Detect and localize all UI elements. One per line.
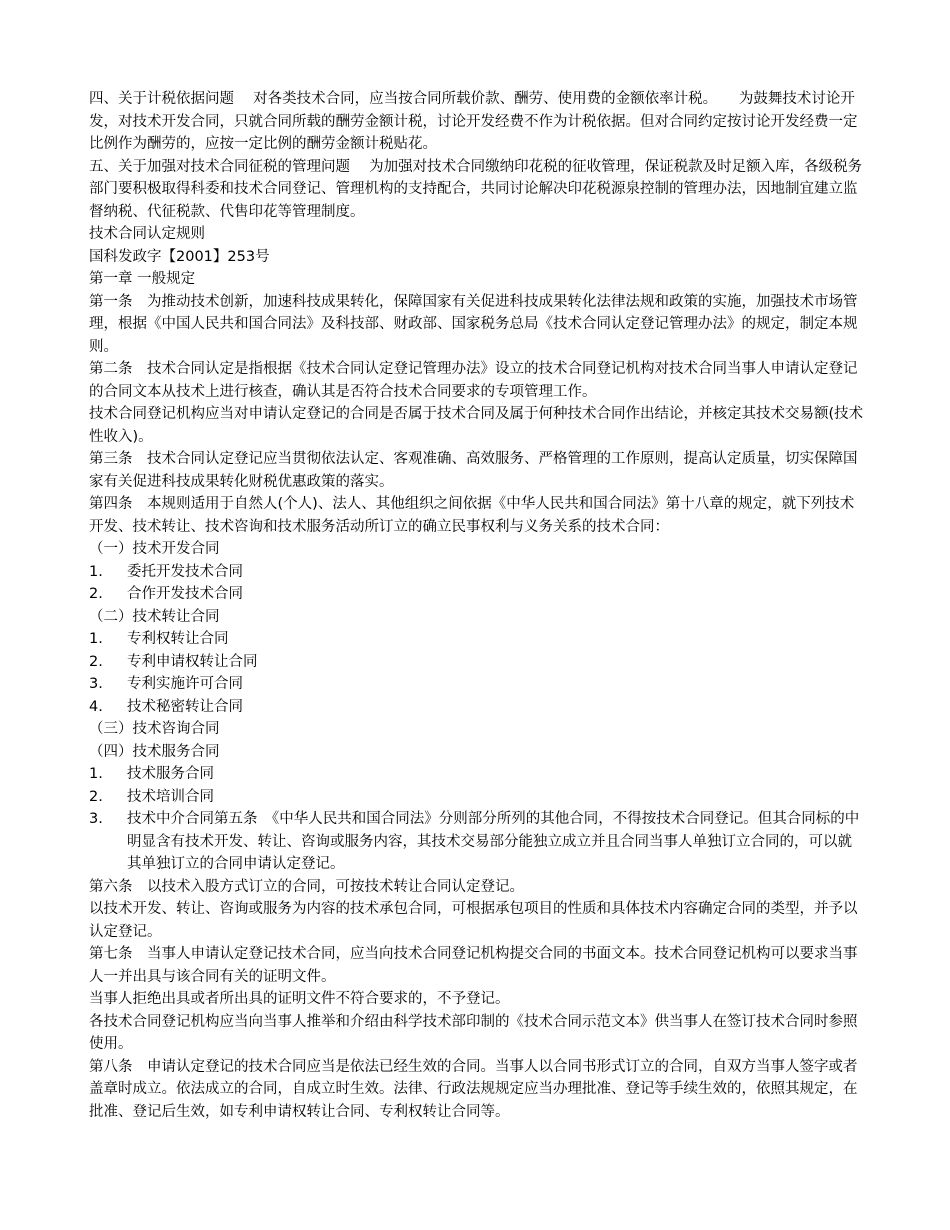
list-number: 1. [89,563,103,580]
list-number: 2. [89,586,103,602]
list-item [89,786,864,809]
article-3: 第三条 技术合同认定登记应当贯彻依法认定、客观准确、高效服务、严格管理的工作原则，提高认定质量，切实保障国家有关促进科技成果转化财税优惠政策的落实。 [89,451,858,490]
chapter-heading: 第一章 一般规定 [89,271,196,287]
list-text: 技术培训合同 [127,788,214,805]
document-number: 国科发政字【2001】253号 [89,248,270,265]
article-8: 第八条 申请认定登记的技术合同应当是依法已经生效的合同。当事人以合同书形式订立的合同，自双方当事人签字或者盖章时成立。依法成立的合同，自成立时生效。法律、行政法规规定应当办理批准、登记等手续生效的，依照其规定，在批准、登记后生效，如专利申请权转让合同、专利权转让合同等。 [89,1058,858,1120]
list-item [89,673,864,696]
document-page [89,88,864,1123]
list-item [89,696,864,719]
list-text: 技术中介合同第五条 《中华人民共和国合同法》分则部分所列的其他合同，不得按技术合同登记。但其合同标的中明显含有技术开发、转让、咨询或服务内容，其技术交易部分能独立成立并且合同当事人单独订立合同的，可以就其单独订立的合同申请认定登记。 [127,811,860,872]
list-item [89,763,864,786]
list-text: 专利权转让合同 [127,631,229,647]
list-number: 1. [89,766,103,782]
article-7-paragraph-3: 各技术合同登记机构应当向当事人推举和介绍由科学技术部印制的《技术合同示范文本》供当事人在签订技术合同时参照使用。 [89,1013,858,1052]
list-number: 3. [89,676,103,692]
list-text: 委托开发技术合同 [127,563,243,580]
list-number: 2. [89,788,103,805]
section-heading-development: （一）技术开发合同 [89,541,220,557]
list-item [89,651,864,674]
article-4: 第四条 本规则适用于自然人(个人)、法人、其他组织之间依据《中华人民共和国合同法》第十八章的规定，就下列技术开发、技术转让、技术咨询和技术服务活动所订立的确立民事权利与义务关系的技术合同： [89,496,855,535]
article-7: 第七条 当事人申请认定登记技术合同，应当向技术合同登记机构提交合同的书面文本。技术合同登记机构可以要求当事人一并出具与该合同有关的证明文件。 [89,946,858,985]
article-2: 第二条 技术合同认定是指根据《技术合同认定登记管理办法》设立的技术合同登记机构对技术合同当事人申请认定登记的合同文本从技术上进行核查，确认其是否符合技术合同要求的专项管理工作。 [89,361,858,400]
list-number: 1. [89,631,103,647]
list-text: 技术秘密转让合同 [127,698,243,715]
list-item [89,808,864,876]
list-text: 技术服务合同 [127,766,214,782]
list-text: 专利实施许可合同 [127,676,243,692]
list-text: 专利申请权转让合同 [127,653,258,670]
rules-title: 技术合同认定规则 [89,226,205,242]
paragraph-tax-basis: 四、关于计税依据问题 对各类技术合同，应当按合同所载价款、酬劳、使用费的金额依率计税。 为鼓舞技术讨论开发，对技术开发合同，只就合同所载的酬劳金额计税，讨论开发经费不作为计税依据。但对合同约定按讨论开发经费一定比例作为酬劳的，应按一定比例的酬劳金额计税贴花。 [89,91,858,152]
section-heading-service: （四）技术服务合同 [89,743,220,760]
list-text: 合作开发技术合同 [127,586,243,602]
article-7-paragraph-2: 当事人拒绝出具或者所出具的证明文件不符合要求的，不予登记。 [89,991,510,1007]
list-item [89,628,864,651]
section-heading-transfer: （二）技术转让合同 [89,608,220,625]
article-6-paragraph-2: 以技术开发、转让、咨询或服务为内容的技术承包合同，可根据承包项目的性质和具体技术内容确定合同的类型，并予以认定登记。 [89,901,858,940]
article-1: 第一条 为推动技术创新，加速科技成果转化，保障国家有关促进科技成果转化法律法规和政策的实施，加强技术市场管理，根据《中国人民共和国合同法》及科技部、财政部、国家税务总局《技术合同认定登记管理办法》的规定，制定本规则。 [89,293,858,355]
section-heading-consulting: （三）技术咨询合同 [89,721,220,737]
list-item [89,583,864,606]
list-number: 2. [89,653,103,670]
list-number: 4. [89,698,103,715]
article-2-paragraph-2: 技术合同登记机构应当对申请认定登记的合同是否属于技术合同及属于何种技术合同作出结论，并核定其技术交易额(技术性收入)。 [89,406,864,445]
list-item [89,561,864,584]
paragraph-tax-management: 五、关于加强对技术合同征税的管理问题 为加强对技术合同缴纳印花税的征收管理，保证税款及时足额入库，各级税务部门要积极取得科委和技术合同登记、管理机构的支持配合，共同讨论解决印花税源泉控制的管理办法，因地制宜建立监督纳税、代征税款、代售印花等管理制度。 [89,158,863,220]
article-6: 第六条 以技术入股方式订立的合同，可按技术转让合同认定登记。 [89,878,524,895]
list-number: 3. [89,811,103,827]
